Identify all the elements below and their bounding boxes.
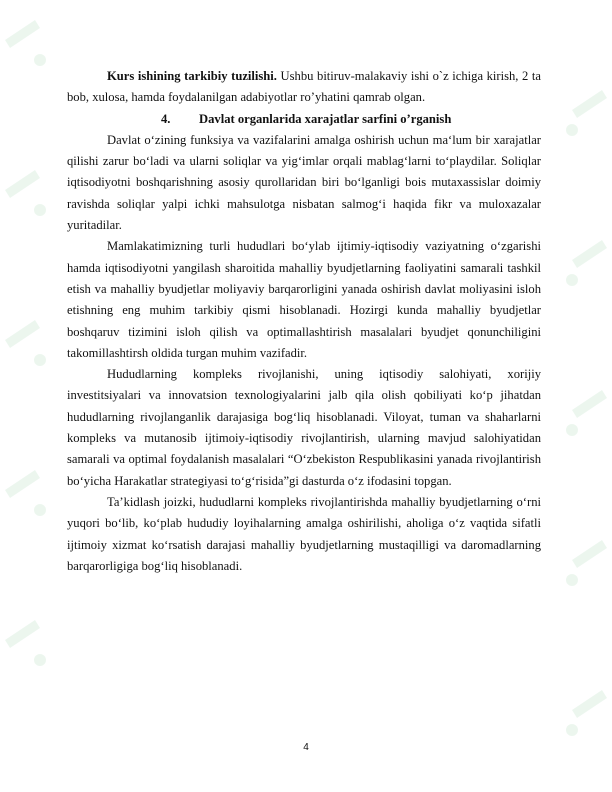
intro-text: Ushbu bitiruv-malakaviy ishi o`z ichiga kirish, 2 ta bob, xulosa, hamda foydalanilgan adabiyotlar ro’yhatini qamrab olgan. bbox=[67, 69, 541, 105]
watermark-pattern-right bbox=[552, 0, 612, 792]
section-number: 4. bbox=[161, 111, 171, 126]
body-paragraph: Mamlakatimizning turli hududlari bo‘ylab ijtimiy-iqtisodiy vaziyatning o‘zgarishi hamda iqtisodiyotni yangilash sharoitida mahalliy byudjetlarning faoliyatini samarali tashkil etish va mahalliy byudjetlar moliyaviy barqarorligini yanada oshirish davlat moliyasini isloh etishning eng muhim tarkibiy qismi hisoblanadi. Hozirgi kunda mahalliy byudjetlar boshqaruv tizimini isloh qilish va optimallashtirish masalalari byudjet qonunchiligini takomillashtirsh oldida turgan muhim vazifadir. bbox=[67, 239, 541, 360]
body-paragraph: Hududlarning kompleks rivojlanishi, uning iqtisodiy salohiyati, xorijiy investitsiyalari va innovatsion texnologiyalarini jalb qila olish qobiliyati ko‘p jihatdan hududlarning rivojlanganlik darajasiga bog‘liq hisoblanadi. Viloyat, tuman va shaharlarni kompleks va mutanosib ijtimoiy-iqtisodiy rivojlantirish, ularning mavjud salohiyatidan samarali va optimal foydalanish masalalari “O‘zbekiston Respublikasini yanada rivojlantirish bo‘yicha Harakatlar strategiyasi to‘g‘risida”gi dasturda o‘z ifodasini topgan. bbox=[67, 367, 541, 488]
intro-paragraph bbox=[67, 66, 541, 109]
intro-bold-lead: Kurs ishining tarkibiy tuzilishi. bbox=[107, 69, 277, 83]
watermark-pattern-left bbox=[0, 0, 60, 792]
section-heading bbox=[67, 109, 541, 130]
section-title: Davlat organlarida xarajatlar sarfini o’rganish bbox=[199, 111, 452, 126]
body-paragraph: Ta’kidlash joizki, hududlarni kompleks rivojlantirishda mahalliy byudjetlarning o‘rni yuqori bo‘lib, ko‘plab hududiy loyihalarning amalga oshirilishi, aholiga o‘z vaqtida sifatli ijtimoiy xizmat ko‘rsatish darajasi mahalliy byudjetlarning mustaqilligi va daromadlarning barqarorligiga bog‘liq hisoblanadi. bbox=[67, 494, 541, 573]
body-paragraph: Davlat o‘zining funksiya va vazifalarini amalga oshirish uchun ma‘lum bir xarajatlar qilishi zarur bo‘ladi va ularni soliqlar va yig‘imlar orqali mablag‘larni to‘playdilar. Soliqlar iqtisodiyotni boshqarishning asosiy qurollaridan biri bo‘lganligi bois mutaxassislar doimiy ravishda soliqlar yalpi ichki mahsulotga nisbatan salmog‘i haqida fikr va muloxazalar yuritadilar. bbox=[67, 132, 541, 233]
page-number: 4 bbox=[303, 742, 309, 753]
document-body bbox=[67, 66, 541, 577]
